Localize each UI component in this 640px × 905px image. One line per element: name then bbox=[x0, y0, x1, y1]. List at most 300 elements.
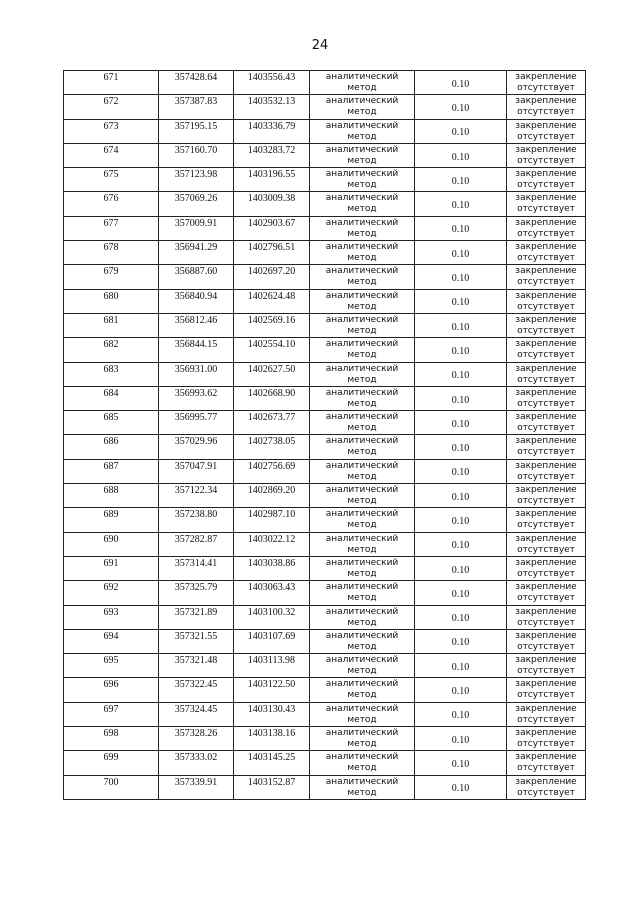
accuracy-cell: 0.10 bbox=[415, 581, 507, 605]
fixing-cell bbox=[507, 71, 586, 95]
table-row bbox=[64, 265, 586, 289]
method-cell-line-1: аналитический bbox=[325, 630, 399, 641]
method-cell-line-2: метод bbox=[347, 325, 377, 336]
fixing-cell bbox=[507, 338, 586, 362]
x-coordinate-cell: 356844.15 bbox=[159, 338, 234, 362]
method-cell bbox=[310, 629, 415, 653]
table-row bbox=[64, 289, 586, 313]
fixing-cell bbox=[507, 362, 586, 386]
method-cell-line-2: метод bbox=[347, 180, 377, 191]
table-row bbox=[64, 581, 586, 605]
point-number-cell: 675 bbox=[64, 168, 159, 192]
fixing-cell-line-2: отсутствует bbox=[517, 714, 575, 725]
fixing-cell-line-1: закрепление bbox=[515, 509, 577, 520]
point-number-cell: 684 bbox=[64, 386, 159, 410]
table-row bbox=[64, 71, 586, 95]
y-coordinate-cell: 1403138.16 bbox=[234, 727, 310, 751]
method-cell-line-2: метод bbox=[347, 155, 377, 166]
method-cell-line-1: аналитический bbox=[325, 703, 399, 714]
table-row bbox=[64, 168, 586, 192]
fixing-cell-line-2: отсутствует bbox=[517, 666, 575, 677]
method-cell-line-1: аналитический bbox=[325, 776, 399, 787]
method-cell bbox=[310, 338, 415, 362]
fixing-cell bbox=[507, 411, 586, 435]
point-number-cell: 676 bbox=[64, 192, 159, 216]
fixing-cell bbox=[507, 192, 586, 216]
accuracy-cell: 0.10 bbox=[415, 556, 507, 580]
fixing-cell bbox=[507, 556, 586, 580]
method-cell-line-1: аналитический bbox=[325, 485, 399, 496]
method-cell-line-2: метод bbox=[347, 568, 377, 579]
fixing-cell-line-1: закрепление bbox=[515, 72, 577, 82]
fixing-cell-line-2: отсутствует bbox=[517, 83, 575, 93]
method-cell-line-2: метод bbox=[347, 714, 377, 725]
accuracy-cell: 0.10 bbox=[415, 192, 507, 216]
method-cell-line-1: аналитический bbox=[325, 436, 399, 447]
table-row bbox=[64, 143, 586, 167]
table-row bbox=[64, 727, 586, 751]
table-row bbox=[64, 484, 586, 508]
point-number-cell: 680 bbox=[64, 289, 159, 313]
fixing-cell-line-1: закрепление bbox=[515, 606, 577, 617]
table-row bbox=[64, 313, 586, 337]
y-coordinate-cell: 1403122.50 bbox=[234, 678, 310, 702]
table-row bbox=[64, 216, 586, 240]
fixing-cell bbox=[507, 702, 586, 726]
accuracy-cell: 0.10 bbox=[415, 727, 507, 751]
table-body bbox=[64, 71, 586, 800]
accuracy-cell: 0.10 bbox=[415, 435, 507, 459]
y-coordinate-cell: 1403038.86 bbox=[234, 556, 310, 580]
fixing-cell bbox=[507, 313, 586, 337]
fixing-cell bbox=[507, 386, 586, 410]
fixing-cell-line-2: отсутствует bbox=[517, 471, 575, 482]
point-number-cell: 688 bbox=[64, 484, 159, 508]
method-cell-line-2: метод bbox=[347, 666, 377, 677]
accuracy-cell: 0.10 bbox=[415, 508, 507, 532]
x-coordinate-cell: 356995.77 bbox=[159, 411, 234, 435]
fixing-cell-line-2: отсутствует bbox=[517, 131, 575, 142]
table-row bbox=[64, 362, 586, 386]
fixing-cell bbox=[507, 751, 586, 775]
accuracy-cell: 0.10 bbox=[415, 362, 507, 386]
method-cell bbox=[310, 654, 415, 678]
method-cell bbox=[310, 289, 415, 313]
y-coordinate-cell: 1403107.69 bbox=[234, 629, 310, 653]
method-cell-line-1: аналитический bbox=[325, 412, 399, 423]
table-row bbox=[64, 605, 586, 629]
method-cell bbox=[310, 192, 415, 216]
fixing-cell-line-1: закрепление bbox=[515, 120, 577, 131]
fixing-cell-line-1: закрепление bbox=[515, 485, 577, 496]
fixing-cell bbox=[507, 605, 586, 629]
fixing-cell-line-2: отсутствует bbox=[517, 204, 575, 215]
y-coordinate-cell: 1402756.69 bbox=[234, 459, 310, 483]
x-coordinate-cell: 357282.87 bbox=[159, 532, 234, 556]
x-coordinate-cell: 357029.96 bbox=[159, 435, 234, 459]
point-number-cell: 700 bbox=[64, 775, 159, 799]
fixing-cell-line-1: закрепление bbox=[515, 776, 577, 787]
page-number: 24 bbox=[311, 38, 329, 53]
accuracy-cell: 0.10 bbox=[415, 265, 507, 289]
fixing-cell bbox=[507, 119, 586, 143]
table-row bbox=[64, 435, 586, 459]
fixing-cell bbox=[507, 265, 586, 289]
fixing-cell-line-2: отсутствует bbox=[517, 350, 575, 361]
y-coordinate-cell: 1402738.05 bbox=[234, 435, 310, 459]
method-cell-line-2: метод bbox=[347, 471, 377, 482]
x-coordinate-cell: 356931.00 bbox=[159, 362, 234, 386]
method-cell-line-1: аналитический bbox=[325, 752, 399, 763]
fixing-cell bbox=[507, 727, 586, 751]
fixing-cell-line-2: отсутствует bbox=[517, 447, 575, 458]
point-number-cell: 678 bbox=[64, 241, 159, 265]
method-cell-line-2: метод bbox=[347, 641, 377, 652]
point-number-cell: 682 bbox=[64, 338, 159, 362]
y-coordinate-cell: 1403152.87 bbox=[234, 775, 310, 799]
fixing-cell-line-1: закрепление bbox=[515, 436, 577, 447]
method-cell bbox=[310, 702, 415, 726]
point-number-cell: 671 bbox=[64, 71, 159, 95]
fixing-cell bbox=[507, 484, 586, 508]
fixing-cell-line-1: закрепление bbox=[515, 655, 577, 666]
fixing-cell-line-2: отсутствует bbox=[517, 787, 575, 798]
point-number-cell: 683 bbox=[64, 362, 159, 386]
table-row bbox=[64, 678, 586, 702]
accuracy-cell: 0.10 bbox=[415, 241, 507, 265]
point-number-cell: 694 bbox=[64, 629, 159, 653]
method-cell bbox=[310, 386, 415, 410]
method-cell-line-1: аналитический bbox=[325, 460, 399, 471]
fixing-cell-line-1: закрепление bbox=[515, 266, 577, 277]
method-cell-line-2: метод bbox=[347, 496, 377, 507]
x-coordinate-cell: 357322.45 bbox=[159, 678, 234, 702]
method-cell bbox=[310, 143, 415, 167]
method-cell bbox=[310, 216, 415, 240]
accuracy-cell: 0.10 bbox=[415, 119, 507, 143]
table-row bbox=[64, 241, 586, 265]
accuracy-cell: 0.10 bbox=[415, 95, 507, 119]
fixing-cell-line-2: отсутствует bbox=[517, 398, 575, 409]
table-row bbox=[64, 459, 586, 483]
accuracy-cell: 0.10 bbox=[415, 289, 507, 313]
point-number-cell: 677 bbox=[64, 216, 159, 240]
accuracy-cell: 0.10 bbox=[415, 751, 507, 775]
method-cell-line-1: аналитический bbox=[325, 557, 399, 568]
fixing-cell bbox=[507, 629, 586, 653]
method-cell-line-1: аналитический bbox=[325, 72, 399, 82]
fixing-cell-line-1: закрепление bbox=[515, 728, 577, 739]
x-coordinate-cell: 357321.89 bbox=[159, 605, 234, 629]
fixing-cell-line-1: закрепление bbox=[515, 217, 577, 228]
method-cell bbox=[310, 581, 415, 605]
method-cell-line-2: метод bbox=[347, 374, 377, 385]
table-row bbox=[64, 629, 586, 653]
x-coordinate-cell: 357328.26 bbox=[159, 727, 234, 751]
point-number-cell: 699 bbox=[64, 751, 159, 775]
fixing-cell bbox=[507, 459, 586, 483]
fixing-cell bbox=[507, 581, 586, 605]
y-coordinate-cell: 1403532.13 bbox=[234, 95, 310, 119]
x-coordinate-cell: 357428.64 bbox=[159, 71, 234, 95]
accuracy-cell: 0.10 bbox=[415, 338, 507, 362]
method-cell-line-2: метод bbox=[347, 107, 377, 118]
table-row bbox=[64, 532, 586, 556]
x-coordinate-cell: 357195.15 bbox=[159, 119, 234, 143]
y-coordinate-cell: 1403130.43 bbox=[234, 702, 310, 726]
fixing-cell-line-1: закрепление bbox=[515, 363, 577, 374]
method-cell bbox=[310, 411, 415, 435]
x-coordinate-cell: 357069.26 bbox=[159, 192, 234, 216]
point-number-cell: 679 bbox=[64, 265, 159, 289]
y-coordinate-cell: 1402796.51 bbox=[234, 241, 310, 265]
accuracy-cell: 0.10 bbox=[415, 71, 507, 95]
point-number-cell: 685 bbox=[64, 411, 159, 435]
method-cell-line-2: метод bbox=[347, 690, 377, 701]
fixing-cell-line-1: закрепление bbox=[515, 703, 577, 714]
fixing-cell bbox=[507, 654, 586, 678]
method-cell bbox=[310, 775, 415, 799]
coordinates-table bbox=[63, 70, 586, 800]
method-cell-line-2: метод bbox=[347, 617, 377, 628]
table-row bbox=[64, 508, 586, 532]
accuracy-cell: 0.10 bbox=[415, 605, 507, 629]
method-cell-line-1: аналитический bbox=[325, 509, 399, 520]
fixing-cell-line-2: отсутствует bbox=[517, 520, 575, 531]
fixing-cell-line-2: отсутствует bbox=[517, 277, 575, 288]
accuracy-cell: 0.10 bbox=[415, 168, 507, 192]
method-cell-line-2: метод bbox=[347, 763, 377, 774]
fixing-cell-line-1: закрепление bbox=[515, 96, 577, 107]
point-number-cell: 698 bbox=[64, 727, 159, 751]
fixing-cell-line-1: закрепление bbox=[515, 169, 577, 180]
fixing-cell bbox=[507, 532, 586, 556]
method-cell-line-1: аналитический bbox=[325, 217, 399, 228]
fixing-cell-line-1: закрепление bbox=[515, 533, 577, 544]
fixing-cell bbox=[507, 143, 586, 167]
accuracy-cell: 0.10 bbox=[415, 411, 507, 435]
y-coordinate-cell: 1402668.90 bbox=[234, 386, 310, 410]
x-coordinate-cell: 357325.79 bbox=[159, 581, 234, 605]
accuracy-cell: 0.10 bbox=[415, 313, 507, 337]
table-row bbox=[64, 556, 586, 580]
x-coordinate-cell: 357333.02 bbox=[159, 751, 234, 775]
table-row bbox=[64, 192, 586, 216]
accuracy-cell: 0.10 bbox=[415, 216, 507, 240]
method-cell-line-2: метод bbox=[347, 593, 377, 604]
method-cell-line-2: метод bbox=[347, 787, 377, 798]
y-coordinate-cell: 1403009.38 bbox=[234, 192, 310, 216]
point-number-cell: 673 bbox=[64, 119, 159, 143]
y-coordinate-cell: 1402624.48 bbox=[234, 289, 310, 313]
point-number-cell: 691 bbox=[64, 556, 159, 580]
y-coordinate-cell: 1403145.25 bbox=[234, 751, 310, 775]
x-coordinate-cell: 356887.60 bbox=[159, 265, 234, 289]
fixing-cell-line-2: отсутствует bbox=[517, 180, 575, 191]
method-cell bbox=[310, 362, 415, 386]
table-row bbox=[64, 751, 586, 775]
x-coordinate-cell: 357324.45 bbox=[159, 702, 234, 726]
x-coordinate-cell: 357047.91 bbox=[159, 459, 234, 483]
point-number-cell: 690 bbox=[64, 532, 159, 556]
method-cell-line-1: аналитический bbox=[325, 339, 399, 350]
fixing-cell bbox=[507, 216, 586, 240]
fixing-cell bbox=[507, 241, 586, 265]
y-coordinate-cell: 1402554.10 bbox=[234, 338, 310, 362]
point-number-cell: 672 bbox=[64, 95, 159, 119]
method-cell bbox=[310, 459, 415, 483]
y-coordinate-cell: 1403113.98 bbox=[234, 654, 310, 678]
method-cell bbox=[310, 71, 415, 95]
x-coordinate-cell: 356941.29 bbox=[159, 241, 234, 265]
y-coordinate-cell: 1402697.20 bbox=[234, 265, 310, 289]
fixing-cell-line-2: отсутствует bbox=[517, 374, 575, 385]
fixing-cell-line-2: отсутствует bbox=[517, 496, 575, 507]
y-coordinate-cell: 1403196.55 bbox=[234, 168, 310, 192]
method-cell bbox=[310, 168, 415, 192]
point-number-cell: 692 bbox=[64, 581, 159, 605]
method-cell-line-1: аналитический bbox=[325, 314, 399, 325]
fixing-cell-line-1: закрепление bbox=[515, 290, 577, 301]
method-cell bbox=[310, 678, 415, 702]
table-row bbox=[64, 775, 586, 799]
fixing-cell-line-2: отсутствует bbox=[517, 253, 575, 264]
x-coordinate-cell: 357009.91 bbox=[159, 216, 234, 240]
fixing-cell-line-1: закрепление bbox=[515, 752, 577, 763]
fixing-cell bbox=[507, 168, 586, 192]
fixing-cell-line-1: закрепление bbox=[515, 630, 577, 641]
fixing-cell-line-1: закрепление bbox=[515, 242, 577, 253]
table-row bbox=[64, 338, 586, 362]
fixing-cell-line-2: отсутствует bbox=[517, 301, 575, 312]
fixing-cell-line-1: закрепление bbox=[515, 460, 577, 471]
fixing-cell-line-2: отсутствует bbox=[517, 641, 575, 652]
method-cell-line-1: аналитический bbox=[325, 266, 399, 277]
x-coordinate-cell: 357314.41 bbox=[159, 556, 234, 580]
y-coordinate-cell: 1403063.43 bbox=[234, 581, 310, 605]
fixing-cell-line-2: отсутствует bbox=[517, 423, 575, 434]
accuracy-cell: 0.10 bbox=[415, 678, 507, 702]
fixing-cell-line-2: отсутствует bbox=[517, 617, 575, 628]
method-cell-line-1: аналитический bbox=[325, 242, 399, 253]
method-cell bbox=[310, 508, 415, 532]
method-cell-line-2: метод bbox=[347, 544, 377, 555]
fixing-cell-line-1: закрепление bbox=[515, 582, 577, 593]
fixing-cell-line-1: закрепление bbox=[515, 412, 577, 423]
x-coordinate-cell: 357321.55 bbox=[159, 629, 234, 653]
x-coordinate-cell: 357160.70 bbox=[159, 143, 234, 167]
x-coordinate-cell: 356812.46 bbox=[159, 313, 234, 337]
accuracy-cell: 0.10 bbox=[415, 629, 507, 653]
method-cell-line-1: аналитический bbox=[325, 169, 399, 180]
method-cell-line-2: метод bbox=[347, 739, 377, 750]
y-coordinate-cell: 1403336.79 bbox=[234, 119, 310, 143]
method-cell-line-1: аналитический bbox=[325, 582, 399, 593]
x-coordinate-cell: 356840.94 bbox=[159, 289, 234, 313]
fixing-cell-line-1: закрепление bbox=[515, 144, 577, 155]
y-coordinate-cell: 1402627.50 bbox=[234, 362, 310, 386]
method-cell-line-2: метод bbox=[347, 204, 377, 215]
fixing-cell-line-2: отсутствует bbox=[517, 228, 575, 239]
x-coordinate-cell: 357122.34 bbox=[159, 484, 234, 508]
point-number-cell: 693 bbox=[64, 605, 159, 629]
point-number-cell: 687 bbox=[64, 459, 159, 483]
method-cell bbox=[310, 532, 415, 556]
point-number-cell: 697 bbox=[64, 702, 159, 726]
fixing-cell-line-2: отсутствует bbox=[517, 544, 575, 555]
method-cell bbox=[310, 484, 415, 508]
x-coordinate-cell: 357321.48 bbox=[159, 654, 234, 678]
y-coordinate-cell: 1403022.12 bbox=[234, 532, 310, 556]
fixing-cell-line-2: отсутствует bbox=[517, 690, 575, 701]
y-coordinate-cell: 1402903.67 bbox=[234, 216, 310, 240]
method-cell-line-1: аналитический bbox=[325, 387, 399, 398]
fixing-cell-line-2: отсутствует bbox=[517, 739, 575, 750]
x-coordinate-cell: 357238.80 bbox=[159, 508, 234, 532]
point-number-cell: 696 bbox=[64, 678, 159, 702]
x-coordinate-cell: 356993.62 bbox=[159, 386, 234, 410]
method-cell bbox=[310, 435, 415, 459]
method-cell bbox=[310, 95, 415, 119]
method-cell-line-2: метод bbox=[347, 301, 377, 312]
point-number-cell: 686 bbox=[64, 435, 159, 459]
method-cell-line-1: аналитический bbox=[325, 120, 399, 131]
method-cell-line-1: аналитический bbox=[325, 96, 399, 107]
accuracy-cell: 0.10 bbox=[415, 459, 507, 483]
fixing-cell bbox=[507, 678, 586, 702]
y-coordinate-cell: 1403100.32 bbox=[234, 605, 310, 629]
point-number-cell: 674 bbox=[64, 143, 159, 167]
method-cell-line-2: метод bbox=[347, 398, 377, 409]
method-cell-line-1: аналитический bbox=[325, 679, 399, 690]
point-number-cell: 689 bbox=[64, 508, 159, 532]
y-coordinate-cell: 1402987.10 bbox=[234, 508, 310, 532]
method-cell-line-2: метод bbox=[347, 423, 377, 434]
method-cell-line-2: метод bbox=[347, 83, 377, 93]
fixing-cell-line-1: закрепление bbox=[515, 314, 577, 325]
fixing-cell-line-1: закрепление bbox=[515, 557, 577, 568]
method-cell bbox=[310, 727, 415, 751]
method-cell-line-1: аналитический bbox=[325, 655, 399, 666]
x-coordinate-cell: 357123.98 bbox=[159, 168, 234, 192]
method-cell-line-2: метод bbox=[347, 350, 377, 361]
accuracy-cell: 0.10 bbox=[415, 702, 507, 726]
method-cell-line-1: аналитический bbox=[325, 728, 399, 739]
fixing-cell bbox=[507, 775, 586, 799]
table-row bbox=[64, 411, 586, 435]
fixing-cell-line-2: отсутствует bbox=[517, 763, 575, 774]
method-cell-line-1: аналитический bbox=[325, 193, 399, 204]
y-coordinate-cell: 1402869.20 bbox=[234, 484, 310, 508]
accuracy-cell: 0.10 bbox=[415, 484, 507, 508]
fixing-cell-line-1: закрепление bbox=[515, 387, 577, 398]
accuracy-cell: 0.10 bbox=[415, 386, 507, 410]
method-cell-line-2: метод bbox=[347, 447, 377, 458]
fixing-cell-line-2: отсутствует bbox=[517, 325, 575, 336]
method-cell-line-1: аналитический bbox=[325, 144, 399, 155]
method-cell-line-1: аналитический bbox=[325, 290, 399, 301]
method-cell bbox=[310, 605, 415, 629]
y-coordinate-cell: 1403283.72 bbox=[234, 143, 310, 167]
fixing-cell-line-2: отсутствует bbox=[517, 593, 575, 604]
accuracy-cell: 0.10 bbox=[415, 143, 507, 167]
x-coordinate-cell: 357339.91 bbox=[159, 775, 234, 799]
method-cell bbox=[310, 751, 415, 775]
accuracy-cell: 0.10 bbox=[415, 654, 507, 678]
method-cell bbox=[310, 265, 415, 289]
table-row bbox=[64, 386, 586, 410]
fixing-cell-line-1: закрепление bbox=[515, 339, 577, 350]
